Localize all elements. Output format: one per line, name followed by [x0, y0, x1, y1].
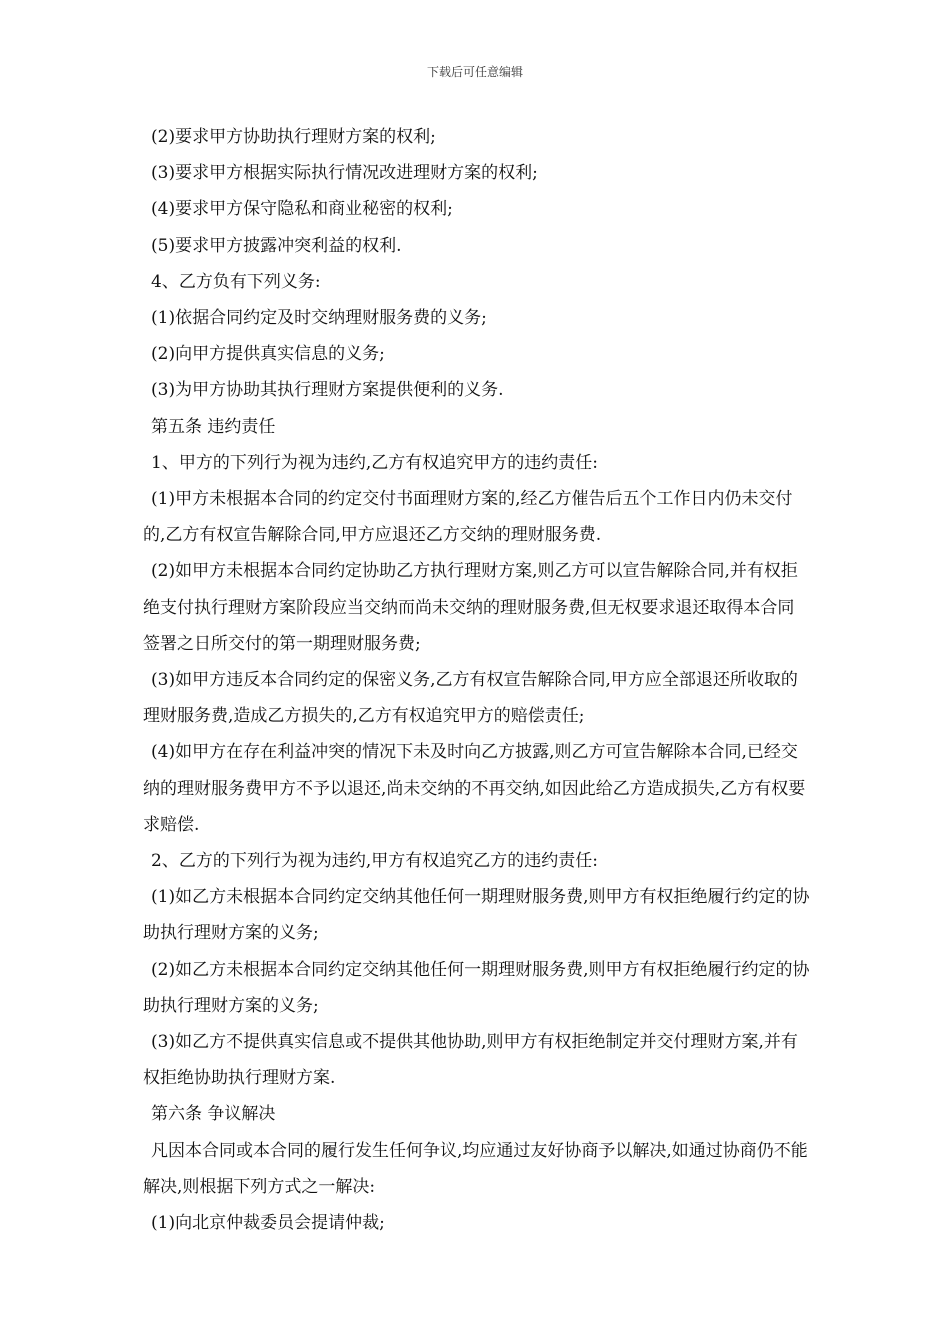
paragraph: (4)要求甲方保守隐私和商业秘密的权利; [151, 199, 453, 220]
paragraph: (2)要求甲方协助执行理财方案的权利; [151, 127, 436, 147]
paragraph: 凡因本合同或本合同的履行发生任何争议,均应通过友好协商予以解决,如通过协商仍不能解决,则根据下列方式之一解决: [143, 1140, 808, 1197]
paragraph: (3)如乙方不提供真实信息或不提供其他协助,则甲方有权拒绝制定并交付理财方案,并有权拒绝协助执行理财方案. [143, 1032, 798, 1089]
section-heading: 1、甲方的下列行为视为违约,乙方有权追究甲方的违约责任: [151, 452, 598, 473]
paragraph: (4)如甲方在存在利益冲突的情况下未及时向乙方披露,则乙方可宣告解除本合同,已经交纳的理财服务费甲方不予以退还,尚未交纳的不再交纳,如因此给乙方造成损失,乙方有权要求赔偿. [143, 742, 806, 835]
paragraph: (1)向北京仲裁委员会提请仲裁; [151, 1213, 385, 1234]
paragraph: (2)向甲方提供真实信息的义务; [151, 344, 385, 365]
article-heading: 第五条 违约责任 [151, 416, 276, 437]
paragraph: (2)如甲方未根据本合同约定协助乙方执行理财方案,则乙方可以宣告解除合同,并有权拒绝支付执行理财方案阶段应当交纳而尚未交纳的理财服务费,但无权要求退还取得本合同签署之日所交付的第一期理财服务费; [143, 561, 798, 654]
page-header: 下载后可任意编辑 [426, 65, 523, 79]
section-heading: 2、乙方的下列行为视为违约,甲方有权追究乙方的违约责任: [151, 851, 598, 872]
paragraph: (3)为甲方协助其执行理财方案提供便利的义务. [151, 380, 504, 401]
section-heading: 4、乙方负有下列义务: [151, 271, 321, 292]
paragraph: (1)依据合同约定及时交纳理财服务费的义务; [151, 308, 487, 329]
paragraph: (5)要求甲方披露冲突利益的权利. [151, 235, 402, 256]
article-heading: 第六条 争议解决 [151, 1104, 276, 1125]
paragraph: (3)要求甲方根据实际执行情况改进理财方案的权利; [151, 163, 538, 184]
document-body [143, 119, 811, 1241]
paragraph: (1)如乙方未根据本合同约定交纳其他任何一期理财服务费,则甲方有权拒绝履行约定的协助执行理财方案的义务; [143, 887, 810, 944]
paragraph: (1)甲方未根据本合同的约定交付书面理财方案的,经乙方催告后五个工作日内仍未交付的,乙方有权宣告解除合同,甲方应退还乙方交纳的理财服务费. [143, 489, 793, 546]
paragraph: (3)如甲方违反本合同约定的保密义务,乙方有权宣告解除合同,甲方应全部退还所收取的理财服务费,造成乙方损失的,乙方有权追究甲方的赔偿责任; [143, 670, 798, 727]
paragraph: (2)如乙方未根据本合同约定交纳其他任何一期理财服务费,则甲方有权拒绝履行约定的协助执行理财方案的义务; [143, 959, 810, 1016]
